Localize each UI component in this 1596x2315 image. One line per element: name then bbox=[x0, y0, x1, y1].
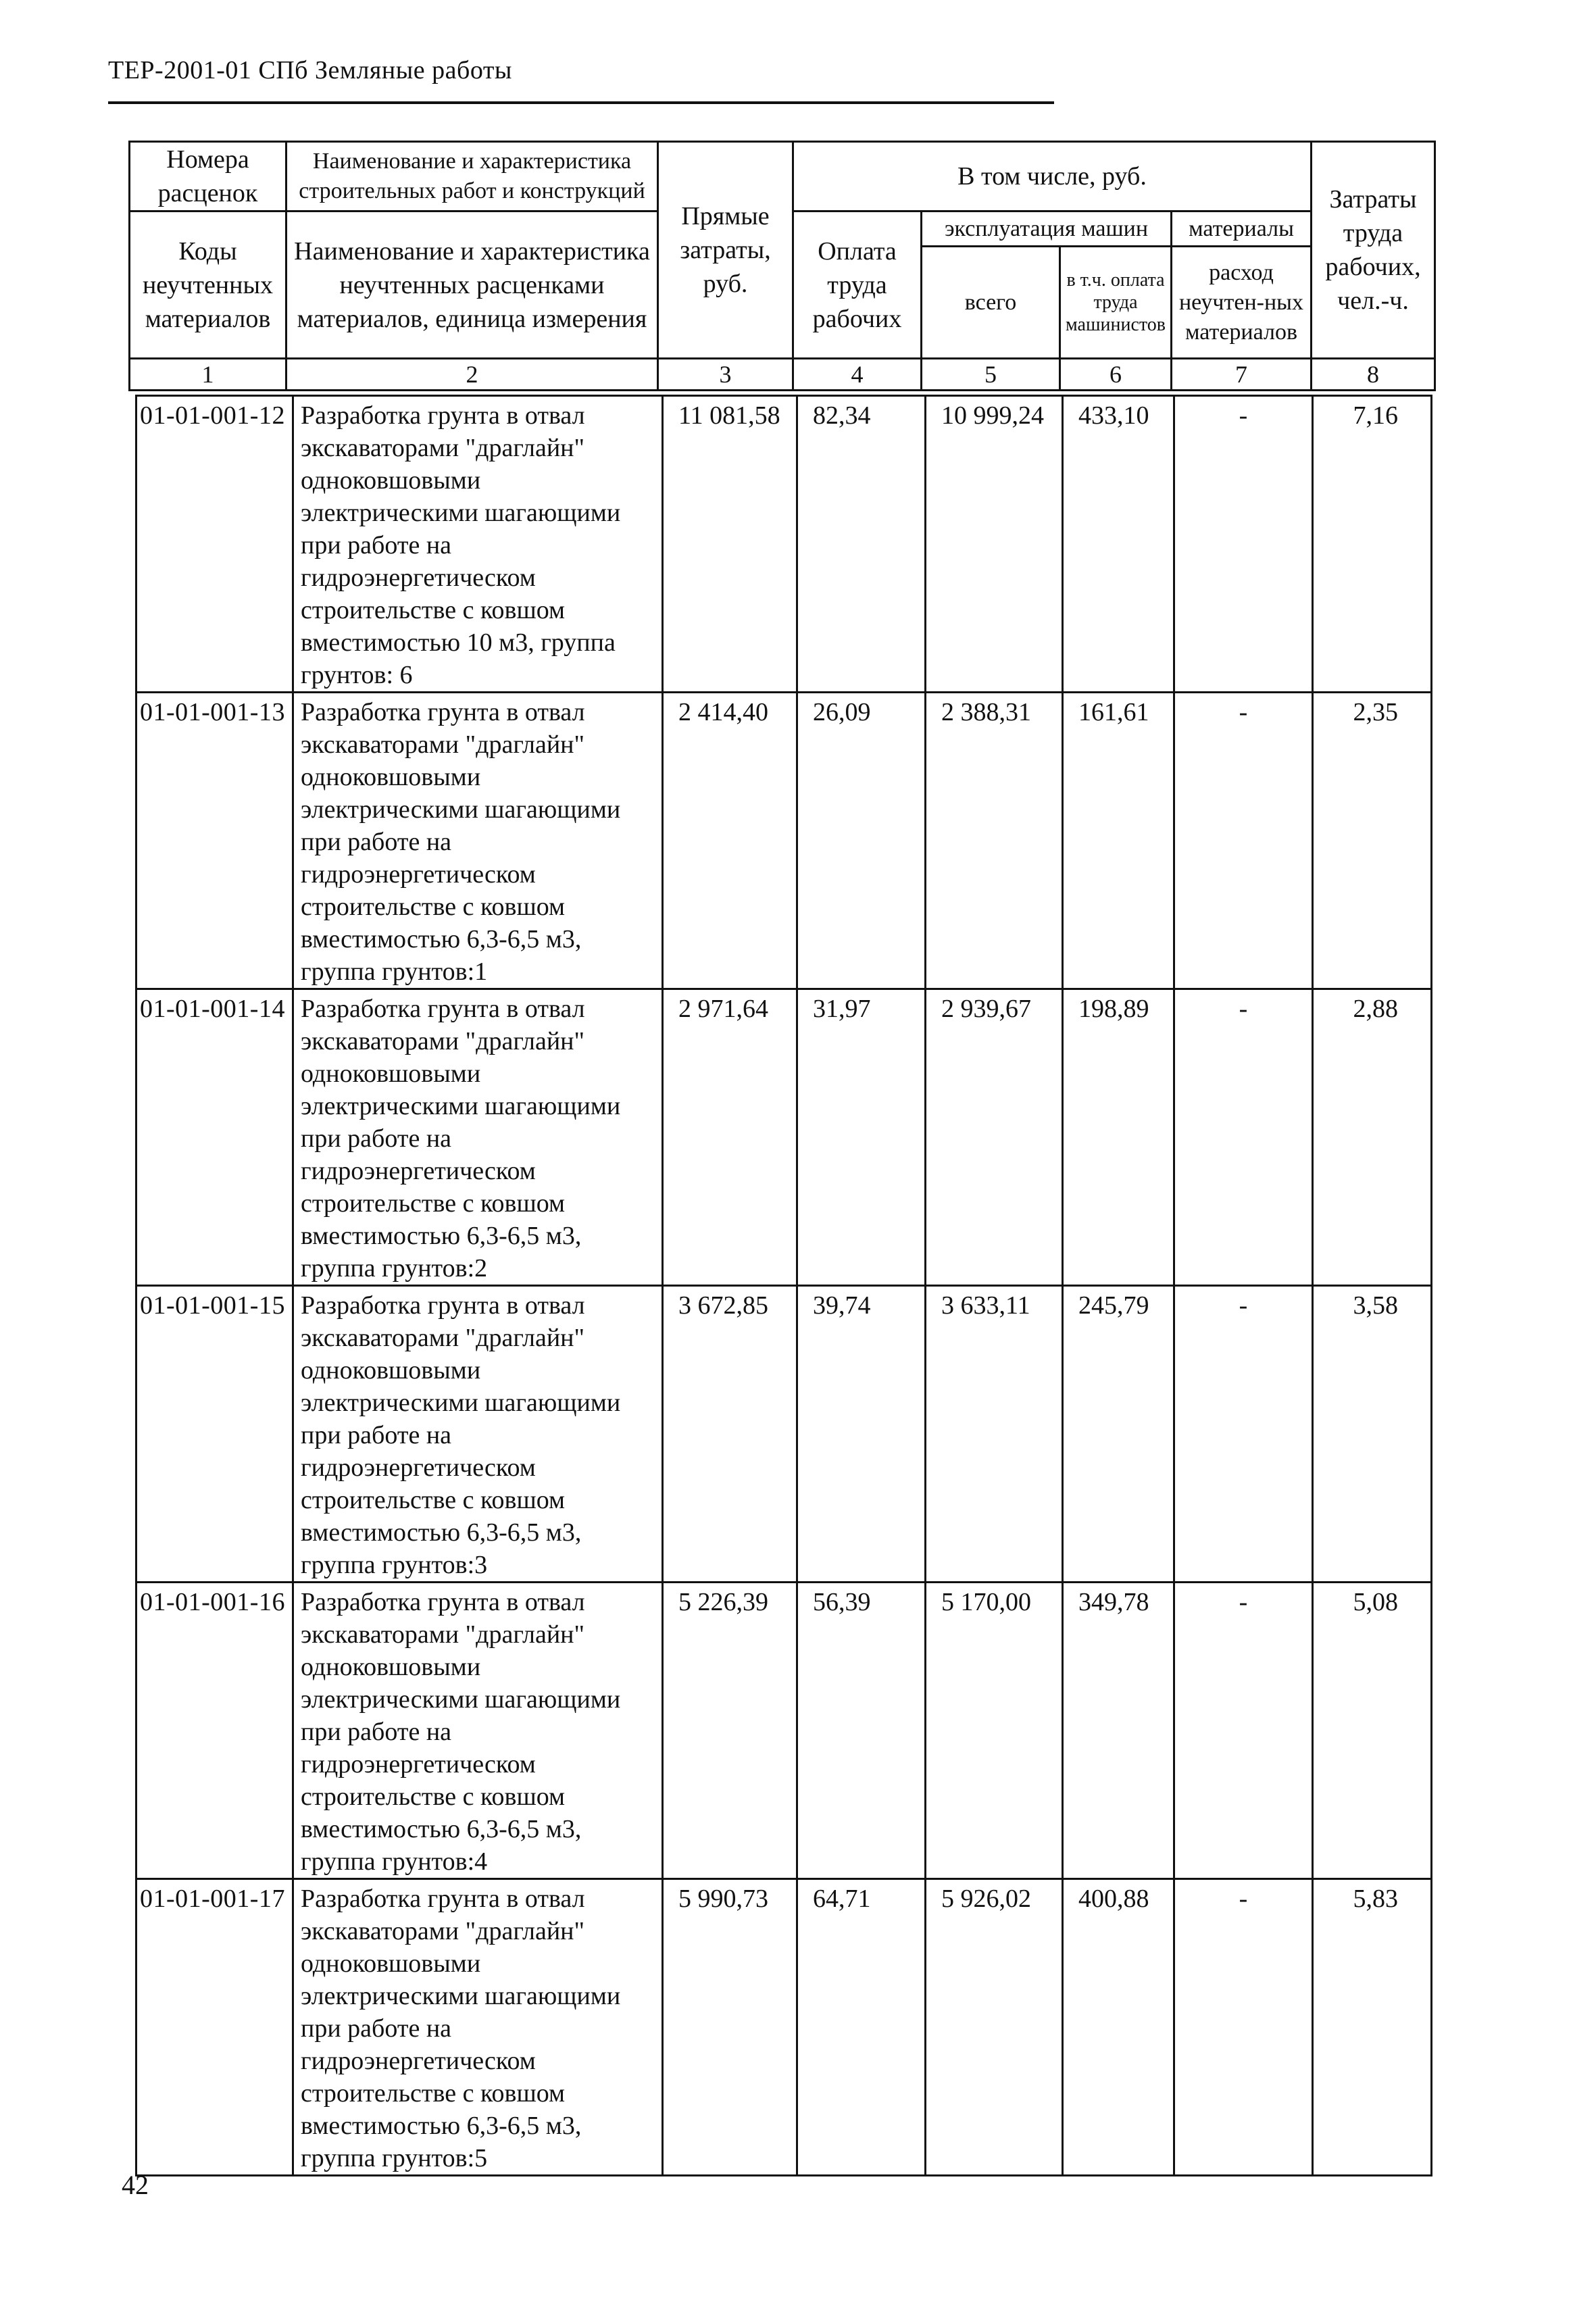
labor-pay: 26,09 bbox=[797, 693, 926, 989]
machinists-pay: 400,88 bbox=[1063, 1879, 1174, 2176]
rate-code: 01-01-001-14 bbox=[136, 989, 293, 1286]
materials-consumption: - bbox=[1174, 693, 1313, 989]
materials-consumption: - bbox=[1174, 989, 1313, 1286]
materials-consumption: - bbox=[1174, 1583, 1313, 1879]
labor-pay: 64,71 bbox=[797, 1879, 926, 2176]
col-number: 4 bbox=[793, 359, 922, 391]
header-unaccounted-materials: расход неучтен-ных материалов bbox=[1172, 247, 1312, 359]
direct-costs: 5 990,73 bbox=[663, 1879, 797, 2176]
table-row bbox=[136, 693, 1432, 989]
table-row bbox=[136, 1583, 1432, 1879]
rates-table bbox=[135, 395, 1432, 2176]
header-machines-group: эксплуатация машин bbox=[922, 211, 1172, 247]
work-description: Разработка грунта в отвал экскаваторами "драглайн" одноковшовыми электрическими шагающими при работе на гидроэнергетическом строительстве с ковшом вместимостью 6,3-6,5 м3, группа грунтов:2 bbox=[293, 989, 663, 1286]
direct-costs: 11 081,58 bbox=[663, 396, 797, 693]
col-number: 2 bbox=[286, 359, 658, 391]
table-row bbox=[136, 1286, 1432, 1583]
table-row bbox=[136, 989, 1432, 1286]
rate-code: 01-01-001-13 bbox=[136, 693, 293, 989]
col-number: 8 bbox=[1312, 359, 1435, 391]
rate-code: 01-01-001-15 bbox=[136, 1286, 293, 1583]
labor-hours: 2,88 bbox=[1313, 989, 1432, 1286]
machines-total: 10 999,24 bbox=[926, 396, 1063, 693]
direct-costs: 2 414,40 bbox=[663, 693, 797, 989]
header-direct-costs: Прямые затраты, руб. bbox=[658, 142, 793, 359]
machinists-pay: 198,89 bbox=[1063, 989, 1174, 1286]
table-row bbox=[136, 396, 1432, 693]
rate-code: 01-01-001-12 bbox=[136, 396, 293, 693]
materials-consumption: - bbox=[1174, 396, 1313, 693]
direct-costs: 3 672,85 bbox=[663, 1286, 797, 1583]
machines-total: 5 170,00 bbox=[926, 1583, 1063, 1879]
title-underline bbox=[108, 101, 1054, 104]
header-including-group: В том числе, руб. bbox=[793, 142, 1312, 211]
work-description: Разработка грунта в отвал экскаваторами "драглайн" одноковшовыми электрическими шагающими при работе на гидроэнергетическом строительстве с ковшом вместимостью 6,3-6,5 м3, группа грунтов:1 bbox=[293, 693, 663, 989]
col-number: 3 bbox=[658, 359, 793, 391]
header-machinists-pay: в т.ч. оплата труда машинистов bbox=[1060, 247, 1172, 359]
direct-costs: 5 226,39 bbox=[663, 1583, 797, 1879]
labor-pay: 39,74 bbox=[797, 1286, 926, 1583]
machines-total: 2 939,67 bbox=[926, 989, 1063, 1286]
col-number: 5 bbox=[922, 359, 1060, 391]
work-description: Разработка грунта в отвал экскаваторами "драглайн" одноковшовыми электрическими шагающими при работе на гидроэнергетическом строительстве с ковшом вместимостью 6,3-6,5 м3, группа грунтов:4 bbox=[293, 1583, 663, 1879]
header-name-bottom: Наименование и характеристика неучтенных расценками материалов, единица измерения bbox=[286, 211, 658, 359]
work-description: Разработка грунта в отвал экскаваторами "драглайн" одноковшовыми электрическими шагающими при работе на гидроэнергетическом строительстве с ковшом вместимостью 6,3-6,5 м3, группа грунтов:3 bbox=[293, 1286, 663, 1583]
header-labor-hours: Затраты труда рабочих, чел.-ч. bbox=[1312, 142, 1435, 359]
labor-hours: 2,35 bbox=[1313, 693, 1432, 989]
machinists-pay: 161,61 bbox=[1063, 693, 1174, 989]
labor-hours: 5,83 bbox=[1313, 1879, 1432, 2176]
labor-pay: 56,39 bbox=[797, 1583, 926, 1879]
machines-total: 2 388,31 bbox=[926, 693, 1063, 989]
col-number: 6 bbox=[1060, 359, 1172, 391]
page-number: 42 bbox=[122, 2170, 149, 2200]
materials-consumption: - bbox=[1174, 1286, 1313, 1583]
header-materials-group: материалы bbox=[1172, 211, 1312, 247]
machines-total: 5 926,02 bbox=[926, 1879, 1063, 2176]
rate-code: 01-01-001-17 bbox=[136, 1879, 293, 2176]
col-number: 1 bbox=[130, 359, 286, 391]
machinists-pay: 433,10 bbox=[1063, 396, 1174, 693]
machinists-pay: 245,79 bbox=[1063, 1286, 1174, 1583]
materials-consumption: - bbox=[1174, 1879, 1313, 2176]
machinists-pay: 349,78 bbox=[1063, 1583, 1174, 1879]
header-name-top: Наименование и характеристика строительных работ и конструкций bbox=[286, 142, 658, 211]
direct-costs: 2 971,64 bbox=[663, 989, 797, 1286]
labor-pay: 82,34 bbox=[797, 396, 926, 693]
table-header bbox=[128, 141, 1436, 391]
table-row bbox=[136, 1879, 1432, 2176]
labor-hours: 7,16 bbox=[1313, 396, 1432, 693]
header-codes-bottom: Коды неучтенных материалов bbox=[130, 211, 286, 359]
header-codes-top: Номера расценок bbox=[130, 142, 286, 211]
header-machines-total: всего bbox=[922, 247, 1060, 359]
labor-pay: 31,97 bbox=[797, 989, 926, 1286]
work-description: Разработка грунта в отвал экскаваторами "драглайн" одноковшовыми электрическими шагающими при работе на гидроэнергетическом строительстве с ковшом вместимостью 6,3-6,5 м3, группа грунтов:5 bbox=[293, 1879, 663, 2176]
page-title: ТЕР-2001-01 СПб Земляные работы bbox=[108, 56, 512, 84]
labor-hours: 3,58 bbox=[1313, 1286, 1432, 1583]
rate-code: 01-01-001-16 bbox=[136, 1583, 293, 1879]
work-description: Разработка грунта в отвал экскаваторами "драглайн" одноковшовыми электрическими шагающими при работе на гидроэнергетическом строительстве с ковшом вместимостью 10 м3, группа грунтов: 6 bbox=[293, 396, 663, 693]
labor-hours: 5,08 bbox=[1313, 1583, 1432, 1879]
machines-total: 3 633,11 bbox=[926, 1286, 1063, 1583]
col-number: 7 bbox=[1172, 359, 1312, 391]
header-labor-pay: Оплата труда рабочих bbox=[793, 211, 922, 359]
